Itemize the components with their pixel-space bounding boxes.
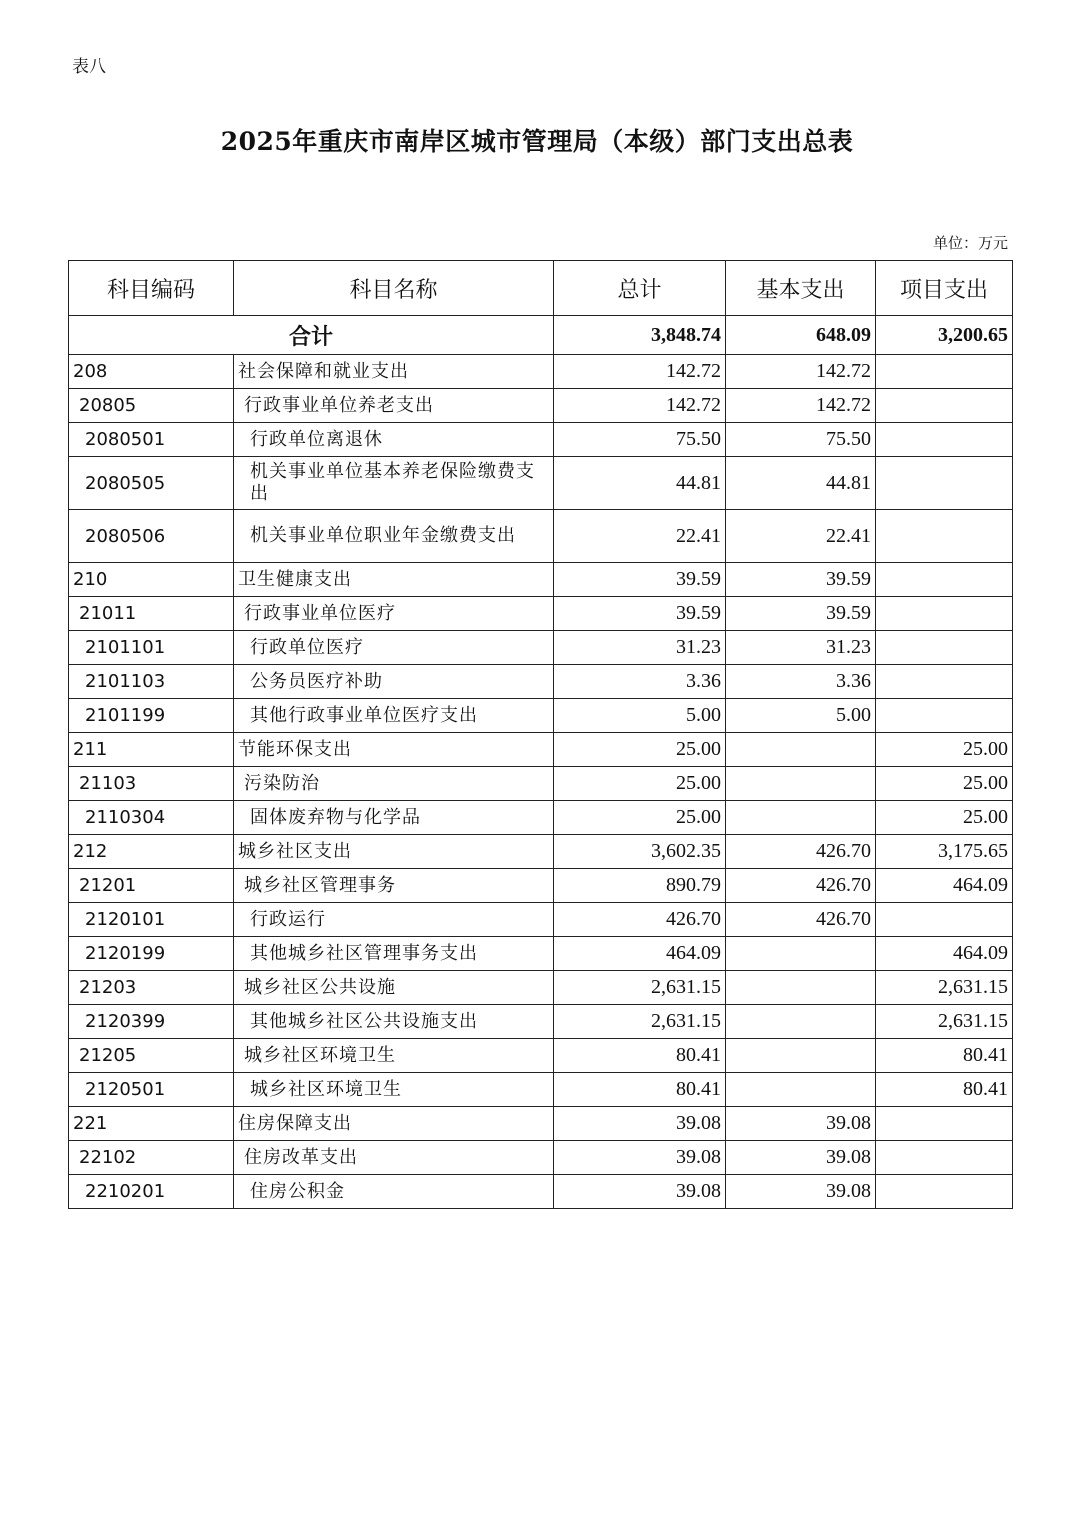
total-basic: 648.09 — [726, 316, 876, 355]
row-code: 210 — [69, 563, 234, 597]
total-row — [69, 316, 1013, 355]
row-total: 142.72 — [554, 355, 726, 389]
table-row — [69, 903, 1013, 937]
row-basic: 39.08 — [726, 1141, 876, 1175]
row-code: 2101103 — [69, 665, 234, 699]
row-total: 2,631.15 — [554, 1005, 726, 1039]
table-row — [69, 801, 1013, 835]
row-code: 2110304 — [69, 801, 234, 835]
row-project: 80.41 — [876, 1039, 1013, 1073]
row-name: 社会保障和就业支出 — [234, 355, 554, 389]
header-basic: 基本支出 — [726, 261, 876, 316]
header-total: 总计 — [554, 261, 726, 316]
row-basic — [726, 733, 876, 767]
expenditure-table — [68, 260, 1013, 1209]
row-name: 行政事业单位养老支出 — [234, 389, 554, 423]
row-project: 3,175.65 — [876, 835, 1013, 869]
row-total: 3,602.35 — [554, 835, 726, 869]
row-code: 21011 — [69, 597, 234, 631]
row-project — [876, 563, 1013, 597]
row-total: 25.00 — [554, 767, 726, 801]
header-row — [69, 261, 1013, 316]
row-name: 卫生健康支出 — [234, 563, 554, 597]
row-total: 39.08 — [554, 1141, 726, 1175]
table-row — [69, 937, 1013, 971]
row-basic: 426.70 — [726, 903, 876, 937]
row-name: 行政单位离退休 — [234, 423, 554, 457]
row-total: 39.08 — [554, 1107, 726, 1141]
header-project: 项目支出 — [876, 261, 1013, 316]
row-name: 住房保障支出 — [234, 1107, 554, 1141]
row-name: 行政单位医疗 — [234, 631, 554, 665]
row-basic: 44.81 — [726, 457, 876, 510]
table-row — [69, 1039, 1013, 1073]
row-basic: 39.59 — [726, 563, 876, 597]
row-total: 2,631.15 — [554, 971, 726, 1005]
row-code: 221 — [69, 1107, 234, 1141]
row-project: 2,631.15 — [876, 971, 1013, 1005]
row-basic: 426.70 — [726, 869, 876, 903]
row-total: 75.50 — [554, 423, 726, 457]
table-row — [69, 1073, 1013, 1107]
row-code: 21103 — [69, 767, 234, 801]
table-row — [69, 631, 1013, 665]
row-code: 21201 — [69, 869, 234, 903]
row-total: 31.23 — [554, 631, 726, 665]
row-project — [876, 903, 1013, 937]
row-project — [876, 1141, 1013, 1175]
row-total: 44.81 — [554, 457, 726, 510]
row-project: 464.09 — [876, 937, 1013, 971]
page-title: 2025年重庆市南岸区城市管理局（本级）部门支出总表 — [220, 127, 854, 156]
row-basic: 75.50 — [726, 423, 876, 457]
row-code: 20805 — [69, 389, 234, 423]
row-project: 25.00 — [876, 767, 1013, 801]
row-name: 其他城乡社区管理事务支出 — [234, 937, 554, 971]
table-row — [69, 1005, 1013, 1039]
row-code: 211 — [69, 733, 234, 767]
header-name: 科目名称 — [234, 261, 554, 316]
row-total: 142.72 — [554, 389, 726, 423]
row-basic: 31.23 — [726, 631, 876, 665]
row-name: 其他城乡社区公共设施支出 — [234, 1005, 554, 1039]
row-basic: 5.00 — [726, 699, 876, 733]
row-name: 城乡社区环境卫生 — [234, 1039, 554, 1073]
row-code: 212 — [69, 835, 234, 869]
row-basic — [726, 801, 876, 835]
row-code: 21203 — [69, 971, 234, 1005]
row-name: 污染防治 — [234, 767, 554, 801]
table-row — [69, 563, 1013, 597]
row-name: 城乡社区公共设施 — [234, 971, 554, 1005]
total-project: 3,200.65 — [876, 316, 1013, 355]
row-project: 25.00 — [876, 733, 1013, 767]
row-name: 城乡社区支出 — [234, 835, 554, 869]
table-row — [69, 971, 1013, 1005]
table-row — [69, 510, 1013, 563]
row-project — [876, 1175, 1013, 1209]
row-code: 2120199 — [69, 937, 234, 971]
row-code: 2080501 — [69, 423, 234, 457]
row-total: 5.00 — [554, 699, 726, 733]
row-project — [876, 1107, 1013, 1141]
table-row — [69, 597, 1013, 631]
row-code: 2120101 — [69, 903, 234, 937]
row-basic: 39.08 — [726, 1107, 876, 1141]
row-total: 25.00 — [554, 801, 726, 835]
row-project — [876, 389, 1013, 423]
row-basic — [726, 937, 876, 971]
row-project: 80.41 — [876, 1073, 1013, 1107]
table-row — [69, 389, 1013, 423]
row-name: 其他行政事业单位医疗支出 — [234, 699, 554, 733]
row-name: 行政运行 — [234, 903, 554, 937]
unit-note: 单位：万元 — [932, 234, 1008, 252]
total-label: 合计 — [69, 316, 554, 355]
row-project — [876, 631, 1013, 665]
row-project — [876, 355, 1013, 389]
row-basic — [726, 1005, 876, 1039]
row-project — [876, 423, 1013, 457]
row-name: 住房改革支出 — [234, 1141, 554, 1175]
row-total: 39.08 — [554, 1175, 726, 1209]
row-basic: 426.70 — [726, 835, 876, 869]
row-basic — [726, 1073, 876, 1107]
row-total: 22.41 — [554, 510, 726, 563]
row-total: 39.59 — [554, 597, 726, 631]
row-basic: 142.72 — [726, 389, 876, 423]
row-code: 21205 — [69, 1039, 234, 1073]
row-basic — [726, 971, 876, 1005]
row-project: 464.09 — [876, 869, 1013, 903]
row-total: 890.79 — [554, 869, 726, 903]
row-code: 2101199 — [69, 699, 234, 733]
table-row — [69, 699, 1013, 733]
row-total: 25.00 — [554, 733, 726, 767]
row-total: 426.70 — [554, 903, 726, 937]
row-basic: 22.41 — [726, 510, 876, 563]
table-row — [69, 1141, 1013, 1175]
table-row — [69, 665, 1013, 699]
row-name: 机关事业单位职业年金缴费支出 — [234, 510, 554, 563]
row-total: 39.59 — [554, 563, 726, 597]
row-total: 80.41 — [554, 1039, 726, 1073]
row-basic: 39.59 — [726, 597, 876, 631]
row-code: 2080506 — [69, 510, 234, 563]
table-row — [69, 423, 1013, 457]
row-code: 22102 — [69, 1141, 234, 1175]
table-row — [69, 1175, 1013, 1209]
row-name: 住房公积金 — [234, 1175, 554, 1209]
row-name: 城乡社区环境卫生 — [234, 1073, 554, 1107]
row-project — [876, 699, 1013, 733]
row-name: 公务员医疗补助 — [234, 665, 554, 699]
row-code: 2080505 — [69, 457, 234, 510]
table-row — [69, 1107, 1013, 1141]
row-project — [876, 665, 1013, 699]
row-project: 25.00 — [876, 801, 1013, 835]
table-row — [69, 733, 1013, 767]
row-basic: 3.36 — [726, 665, 876, 699]
row-basic: 142.72 — [726, 355, 876, 389]
row-project — [876, 457, 1013, 510]
row-total: 80.41 — [554, 1073, 726, 1107]
row-code: 2120501 — [69, 1073, 234, 1107]
row-total: 3.36 — [554, 665, 726, 699]
table-row — [69, 869, 1013, 903]
row-name: 固体废弃物与化学品 — [234, 801, 554, 835]
row-basic — [726, 1039, 876, 1073]
row-project — [876, 510, 1013, 563]
row-code: 2120399 — [69, 1005, 234, 1039]
row-code: 2210201 — [69, 1175, 234, 1209]
row-total: 464.09 — [554, 937, 726, 971]
row-name: 机关事业单位基本养老保险缴费支出 — [234, 457, 554, 510]
table-row — [69, 835, 1013, 869]
row-basic — [726, 767, 876, 801]
total-sum: 3,848.74 — [554, 316, 726, 355]
row-code: 2101101 — [69, 631, 234, 665]
row-project — [876, 597, 1013, 631]
row-basic: 39.08 — [726, 1175, 876, 1209]
row-project: 2,631.15 — [876, 1005, 1013, 1039]
header-code: 科目编码 — [69, 261, 234, 316]
row-name: 行政事业单位医疗 — [234, 597, 554, 631]
row-name: 节能环保支出 — [234, 733, 554, 767]
row-name: 城乡社区管理事务 — [234, 869, 554, 903]
table-row — [69, 355, 1013, 389]
row-code: 208 — [69, 355, 234, 389]
table-label: 表八 — [72, 57, 106, 77]
table-row — [69, 457, 1013, 510]
table-row — [69, 767, 1013, 801]
